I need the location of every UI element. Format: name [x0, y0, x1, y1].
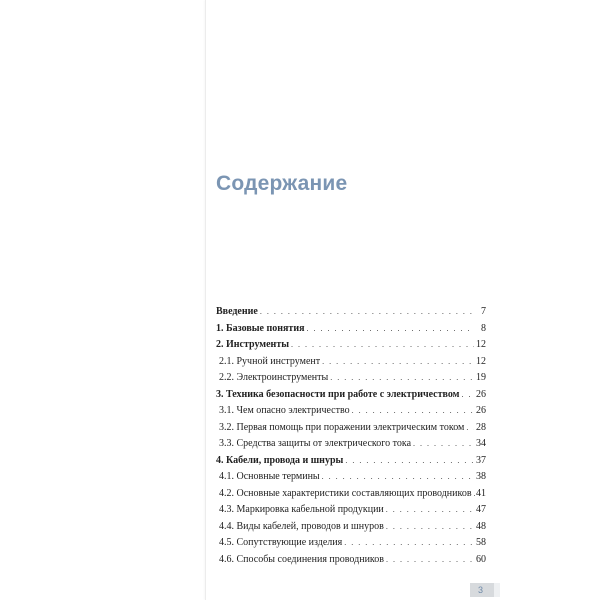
toc-entry-page: 28 — [476, 421, 486, 433]
toc-dot-leader — [291, 338, 474, 352]
toc-dot-leader — [307, 322, 475, 336]
toc-entry-page: 48 — [476, 520, 486, 532]
toc-entry-label: 3.2. Первая помощь при поражении электрическим током — [219, 421, 465, 433]
toc-dot-leader — [322, 470, 474, 484]
toc-dot-leader — [462, 388, 475, 402]
toc-entry-label: 4.4. Виды кабелей, проводов и шнуров — [219, 520, 384, 532]
toc-entry-label: 3. Техника безопасности при работе с электричеством — [216, 388, 460, 400]
toc-entry-label: 2.2. Электроинструменты — [219, 372, 329, 383]
toc-entry-label: 4.3. Маркировка кабельной продукции — [219, 504, 384, 515]
toc-entry[interactable] — [216, 371, 486, 388]
toc-entry-label: 4.1. Основные термины — [219, 471, 320, 482]
toc-entry-page: 60 — [476, 553, 486, 565]
toc-entry-label: 3.1. Чем опасно электричество — [219, 405, 350, 416]
toc-entry-page: 37 — [476, 454, 486, 466]
toc-entry[interactable] — [216, 553, 486, 570]
toc-entry-page: 8 — [481, 322, 486, 334]
toc-entry-page: 26 — [476, 405, 486, 416]
toc-entry-page: 26 — [476, 388, 486, 400]
toc-dot-leader — [344, 536, 474, 550]
toc-dot-leader — [386, 553, 474, 567]
toc-entry[interactable] — [216, 305, 486, 322]
toc-entry-page: 58 — [476, 537, 486, 548]
toc-entry[interactable] — [216, 437, 486, 454]
page-number: 3 — [478, 585, 484, 595]
toc-dot-leader — [345, 454, 474, 468]
toc-entry[interactable] — [216, 520, 486, 537]
toc-dot-leader — [260, 305, 474, 319]
toc-entry[interactable] — [216, 355, 486, 372]
toc-entry[interactable] — [216, 454, 486, 471]
toc-entry[interactable] — [216, 388, 486, 405]
page-title: Содержание — [216, 172, 348, 195]
toc-entry[interactable] — [216, 421, 486, 438]
toc-entry-page: 34 — [476, 438, 486, 449]
toc-entry-label: 4.2. Основные характеристики составляющих проводников — [219, 487, 472, 499]
toc-entry-page: 19 — [476, 372, 486, 383]
toc-entry-label: 3.3. Средства защиты от электрического тока — [219, 438, 412, 449]
toc-dot-leader — [386, 503, 474, 517]
toc-entry-label: 2. Инструменты — [216, 339, 290, 350]
toc-entry-label: Введение — [216, 306, 258, 317]
toc-entry[interactable] — [216, 487, 486, 504]
toc-entry[interactable] — [216, 470, 486, 487]
toc-entry-label: 2.1. Ручной инструмент — [219, 355, 321, 367]
toc-entry-page: 12 — [476, 355, 486, 367]
toc-dot-leader — [322, 355, 474, 369]
toc-entry[interactable] — [216, 503, 486, 520]
toc-entry-page: 47 — [476, 504, 486, 515]
toc-entry[interactable] — [216, 322, 486, 339]
toc-entry[interactable] — [216, 338, 486, 355]
toc-entry-page: 12 — [476, 339, 486, 350]
table-of-contents — [216, 305, 486, 569]
toc-dot-leader — [466, 421, 474, 435]
toc-entry-page: 7 — [481, 306, 486, 317]
toc-entry-page: 41 — [476, 487, 486, 499]
toc-dot-leader — [330, 371, 474, 385]
toc-dot-leader — [386, 520, 474, 534]
toc-dot-leader — [413, 437, 474, 451]
toc-entry-label: 4.6. Способы соединения проводников — [219, 553, 384, 565]
toc-entry-page: 38 — [476, 471, 486, 482]
toc-entry-label: 4.5. Сопутствующие изделия — [219, 537, 343, 548]
toc-entry-label: 4. Кабели, провода и шнуры — [216, 454, 344, 466]
toc-entry[interactable] — [216, 404, 486, 421]
toc-entry[interactable] — [216, 536, 486, 553]
toc-dot-leader — [352, 404, 474, 418]
toc-entry-label: 1. Базовые понятия — [216, 322, 305, 334]
